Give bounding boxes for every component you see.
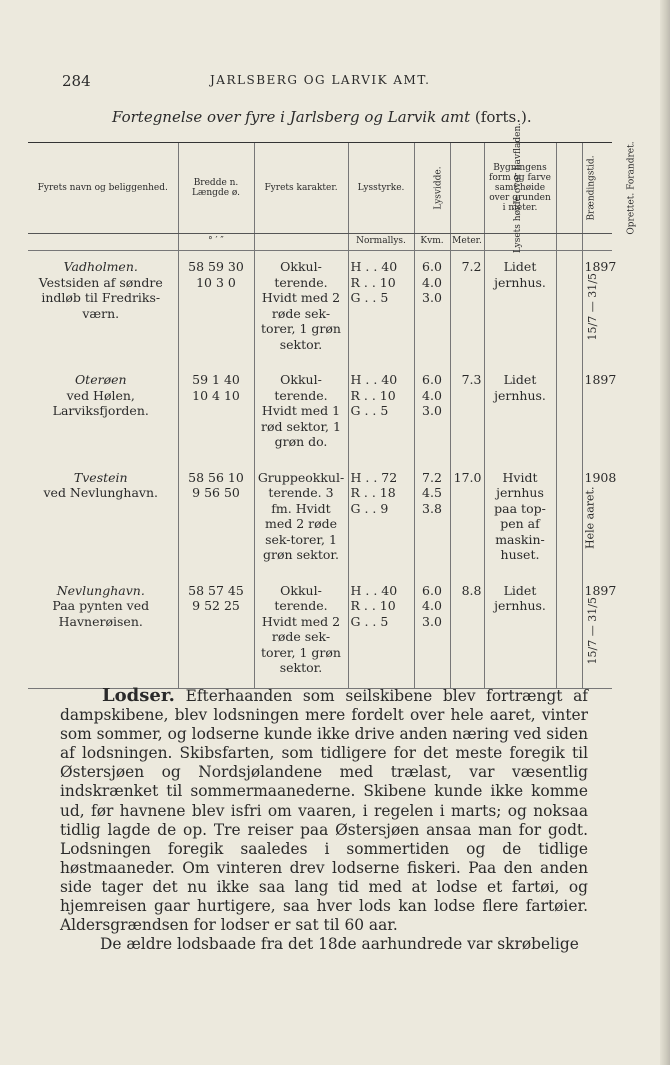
page-number: 284 [62,72,91,90]
cell-name [28,575,178,689]
unit-row [28,234,612,251]
cell-range [414,462,450,575]
unit-height: Meter. [450,234,484,251]
header-service-text: Brændingstid. [586,155,597,221]
cell-service [556,251,599,365]
unit-service [556,234,582,251]
place-location: Paa pynten ved Havnerøisen. [52,598,150,629]
cell-service [556,462,596,575]
latitude: 58 56 10 [188,469,244,485]
unit-name [28,234,178,251]
section-heading: Lodser. [102,685,175,706]
header-range-text: Lysvidde. [433,166,444,210]
strength-green: G . . 5 [350,403,389,418]
range-red: 4.5 [422,485,442,500]
place-location: ved Hølen, Larviksfjorden. [52,387,149,418]
place-name: Oterøen [74,372,127,387]
header-strength: Lysstyrke. [348,143,414,234]
cell-character: Okkul-terende. Hvidt med 1 rød sektor, 1 grøn do. [254,364,348,462]
cell-service [556,575,599,689]
place-name: Tvestein [73,469,128,485]
unit-range: Kvm. [414,234,450,251]
strength-green: G . . 5 [350,290,389,305]
cell-strength [348,462,414,575]
cell-strength [348,251,414,365]
table-row [28,575,612,689]
strength-green: G . . 5 [350,613,389,629]
strength-red: R . . 10 [350,274,396,290]
cell-position [178,364,254,462]
range-white: 6.0 [422,259,442,274]
latitude: 59 1 40 [192,372,240,387]
table-row [28,251,612,365]
body-text [60,686,588,954]
header-building: Bygningens form og farve samt høide over grunden i meter. [484,143,556,234]
header-name: Fyrets navn og beliggenhed. [28,143,178,234]
cell-position [178,462,254,575]
cell-range [414,251,450,365]
place-location: Vestsiden af søndre indløb til Fredriks-værn. [38,274,163,321]
range-green: 3.0 [422,403,442,418]
longitude: 9 56 50 [192,485,240,500]
cell-strength [348,575,414,689]
service-period: Hele aaret. [582,486,596,549]
range-white: 6.0 [422,582,442,598]
table-row [28,364,612,462]
unit-strength: Normallys. [348,234,414,251]
cell-year: 1897 [582,364,612,462]
strength-white: H . . 40 [350,372,398,387]
paragraph: De ældre lodsbaade fra det 18de aarhundrede var skrøbelige [100,935,579,954]
longitude: 9 52 25 [192,598,240,613]
strength-red: R . . 10 [350,387,396,403]
range-white: 7.2 [422,469,442,485]
caption-title: Fortegnelse over fyre i Jarlsberg og Larvik amt [112,108,471,126]
cell-height: 7.3 [450,364,484,462]
page-edge [660,0,670,1065]
header-position: Bredde n. Længde ø. [178,143,254,234]
service-period: 15/7 — 31/5 [585,273,599,341]
strength-red: R . . 18 [350,485,396,500]
cell-building: Hvidt jernhus paa top-pen af maskin-huset. [484,462,556,575]
longitude: 10 4 10 [192,387,240,403]
longitude: 10 3 0 [196,274,236,290]
cell-name [28,251,178,365]
range-red: 4.0 [422,598,442,613]
cell-height: 17.0 [450,462,484,575]
cell-year: 1908 [582,462,612,575]
strength-white: H . . 72 [350,469,398,485]
place-location: ved Nevlunghavn. [43,485,159,500]
range-green: 3.0 [422,290,442,305]
header-character: Fyrets karakter. [254,143,348,234]
range-red: 4.0 [422,274,442,290]
strength-green: G . . 9 [350,500,389,516]
cell-character: Okkul-terende. Hvidt med 2 røde sek-torer, 1 grøn sektor. [254,251,348,365]
unit-character [254,234,348,251]
range-green: 3.0 [422,613,442,629]
header-service [556,143,597,234]
latitude: 58 57 45 [188,582,244,598]
paragraph-text: Efterhaanden som seilskibene blev fortrængt af dampskibene, blev lodsningen mere fordelt over hele aaret, vinter som sommer, og lodserne kunde ikke drive anden næring ved siden af lodsningen. Skibsfarten, som tidligere for det meste foregik til Østersjøen og Nordsjølandene med trælast, var væsentlig indskrænket til sommermaanederne. Skibene kunde ikke komme ud, før havnene blev isfri om vaaren, i regelen i marts; og noksaa tidlig lagde de op. Tre reiser paa Østersjøen ansaa man for godt. Lodsningen foregik saaledes i sommertiden og de tidlige høstmaaneder. Om vinteren drev lodserne fiskeri. Paa den anden side tager det nu ikke saa lang tid med at lodse et fartøi, og hjemreisen gaar hurtigere, saa hver lods kan lodse flere fartøier. Aldersgrændsen for lodser er sat til 60 aar. [60,687,588,935]
service-period: 15/7 — 31/5 [585,596,599,664]
header-year-text: Oprettet. Forandret. [626,141,637,235]
table-caption [112,108,532,126]
cell-range [414,364,450,462]
header-row [28,143,612,234]
cell-building: Lidet jernhus. [484,251,556,365]
cell-height: 7.2 [450,251,484,365]
running-head: JARLSBERG OG LARVIK AMT. [210,73,431,87]
table-row [28,462,612,575]
cell-name [28,364,178,462]
lighthouse-table [28,122,637,689]
strength-red: R . . 10 [350,598,396,613]
caption-suffix: (forts.). [474,108,532,126]
place-name: Vadholmen. [63,259,138,274]
cell-range [414,575,450,689]
unit-position: ° ′ ″ [178,234,254,251]
cell-service [556,364,582,462]
cell-height: 8.8 [450,575,484,689]
cell-strength [348,364,414,462]
place-name: Nevlunghavn. [56,582,145,598]
cell-character: Okkul-terende. Hvidt med 2 røde sek-torer, 1 grøn sektor. [254,575,348,689]
latitude: 58 59 30 [188,259,244,274]
cell-year: 1897 [582,251,612,365]
cell-name [28,462,178,575]
cell-position [178,251,254,365]
cell-building: Lidet jernhus. [484,575,556,689]
range-green: 3.8 [422,500,442,516]
header-height-text: Lysets høide over havfladen. [512,122,523,254]
strength-white: H . . 40 [350,582,398,598]
range-red: 4.0 [422,387,442,403]
unit-year [582,234,612,251]
cell-building: Lidet jernhus. [484,364,556,462]
cell-year: 1897 [582,575,612,689]
cell-position [178,575,254,689]
range-white: 6.0 [422,372,442,387]
paragraph [60,686,588,935]
strength-white: H . . 40 [350,259,398,274]
cell-character: Gruppeokkul-terende. 3 fm. Hvidt med 2 røde sek-torer, 1 grøn sektor. [254,462,348,575]
header-range [414,143,450,234]
